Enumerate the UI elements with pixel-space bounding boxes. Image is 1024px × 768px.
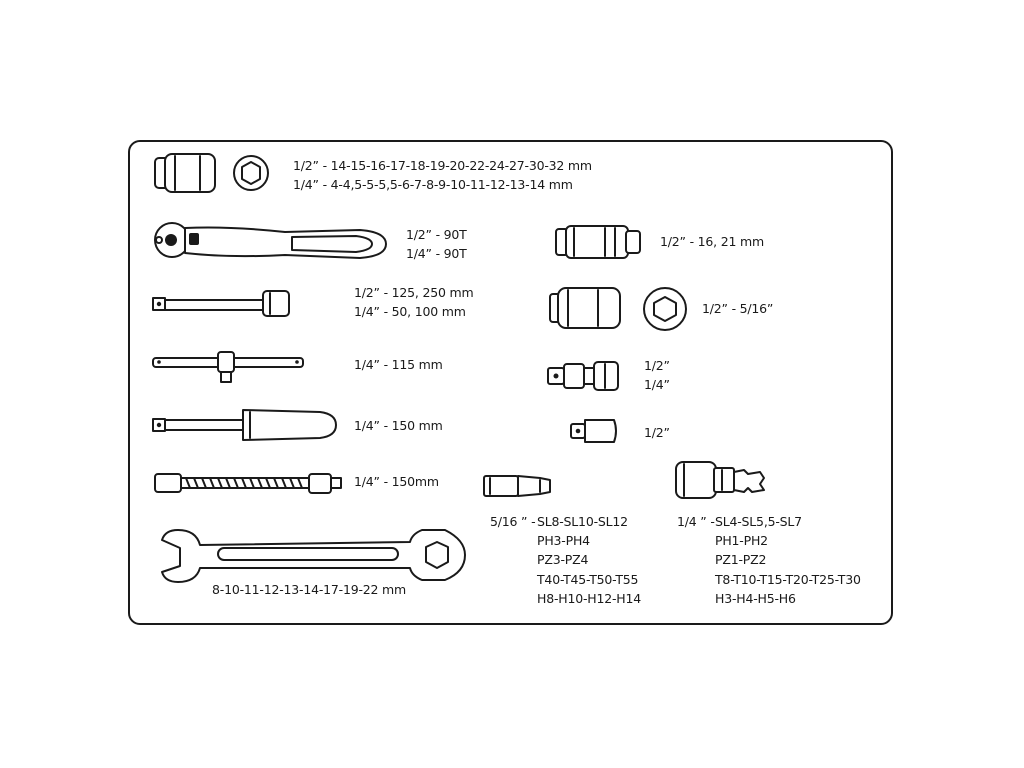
wrench-sizes-label: 8-10-11-12-13-14-17-19-22 mm <box>212 582 407 597</box>
sockets-label-1-2: 1/2” - 14-15-16-17-18-19-20-22-24-27-30-32 mm <box>293 158 592 173</box>
universal-label-1-2: 1/2” <box>644 358 670 373</box>
extension-label-1-4: 1/4” - 50, 100 mm <box>354 304 466 319</box>
socket-adapter-icon <box>571 420 616 442</box>
bits-14-line: PZ1-PZ2 <box>715 552 767 567</box>
socket-top-icon <box>234 156 268 190</box>
ratchet-label-1-2: 1/2” - 90T <box>406 227 467 242</box>
t-handle-icon <box>153 352 303 382</box>
bits-516-line: H8-H10-H12-H14 <box>537 591 641 606</box>
extension-label-1-2: 1/2” - 125, 250 mm <box>354 285 474 300</box>
hex-socket-label: 1/2” - 5/16” <box>702 301 774 316</box>
sockets-label-1-4: 1/4” - 4-4,5-5-5,5-6-7-8-9-10-11-12-13-14 mm <box>293 177 573 192</box>
hex-socket-top-icon <box>644 288 686 330</box>
combination-wrench-icon <box>162 530 465 582</box>
spinner-label: 1/4” - 150 mm <box>354 418 443 433</box>
ratchet-label-1-4: 1/4” - 90T <box>406 246 467 261</box>
flex-extension-label: 1/4” - 150mm <box>354 474 439 489</box>
extension-bar-icon <box>153 291 289 316</box>
bits-14-line: PH1-PH2 <box>715 533 768 548</box>
bits-14-prefix: 1/4 ” - <box>677 514 715 529</box>
bits-14-line: SL4-SL5,5-SL7 <box>715 514 802 529</box>
t-handle-label: 1/4” - 115 mm <box>354 357 443 372</box>
socket-side-icon <box>155 154 215 192</box>
hex-socket-side-icon <box>550 288 620 328</box>
bits-516-line: PZ3-PZ4 <box>537 552 589 567</box>
flexible-extension-icon <box>155 474 341 493</box>
bits-516-line: PH3-PH4 <box>537 533 590 548</box>
adapter-label: 1/2” <box>644 425 670 440</box>
bits-516-line: SL8-SL10-SL12 <box>537 514 628 529</box>
ratchet-icon <box>155 223 386 258</box>
bit-socket-icon <box>676 462 764 498</box>
spark-plug-socket-icon <box>556 226 640 258</box>
spark-socket-label: 1/2” - 16, 21 mm <box>660 234 764 249</box>
screwdriver-bit-icon <box>484 476 550 496</box>
bits-14-line: T8-T10-T15-T20-T25-T30 <box>715 572 861 587</box>
spinner-handle-icon <box>153 410 336 440</box>
bits-516-prefix: 5/16 ” - <box>490 514 536 529</box>
bits-14-line: H3-H4-H5-H6 <box>715 591 796 606</box>
bits-516-line: T40-T45-T50-T55 <box>537 572 639 587</box>
universal-label-1-4: 1/4” <box>644 377 670 392</box>
universal-joint-icon <box>548 362 618 390</box>
